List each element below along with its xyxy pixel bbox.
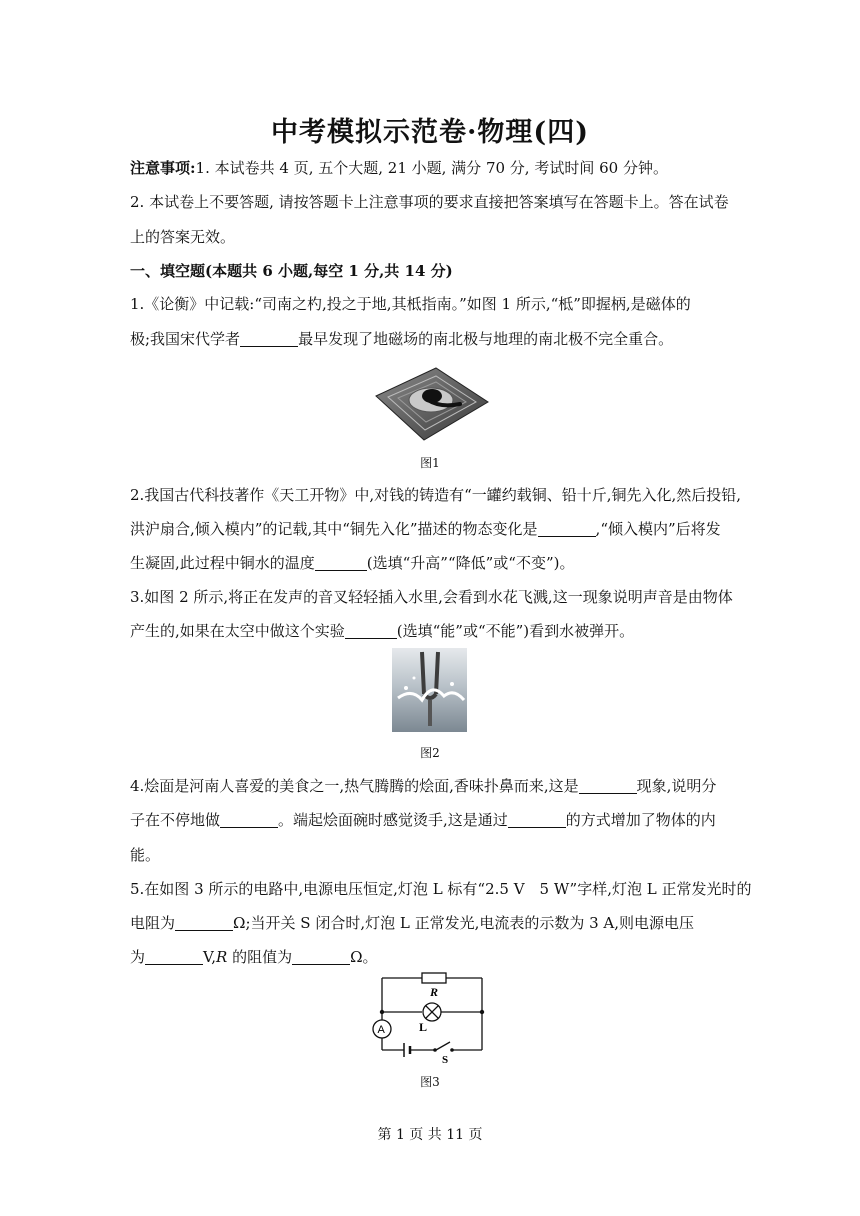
q5-line-1: 5.在如图 3 所示的电路中,电源电压恒定,灯泡 L 标有“2.5 V 5 W”字样,灯泡 L 正常发光时的 <box>130 880 752 898</box>
figure-3-circuit-diagram <box>366 968 492 1064</box>
q2-line-3: 生凝固,此过程中铜水的温度 (选填“升高”“降低”或“不变”)。 <box>130 554 575 572</box>
answer-blank <box>145 948 203 965</box>
notice-item-1: 1. 本试卷共 4 页, 五个大题, 21 小题, 满分 70 分, 考试时间 60 分钟。 <box>195 159 668 177</box>
notice-line-1 <box>130 157 730 178</box>
figure-2-caption: 图2 <box>420 746 440 760</box>
figure-3-caption: 图3 <box>420 1075 440 1089</box>
answer-blank <box>240 330 298 347</box>
resistor-label: R <box>430 985 439 999</box>
q2-line-1: 2.我国古代科技著作《天工开物》中,对钱的铸造有“一罐约载铜、铅十斤,铜先入化,然后投铅, <box>130 486 742 504</box>
q5-line-2: 电阻为 Ω;当开关 S 闭合时,灯泡 L 正常发光,电流表的示数为 3 A,则电源电压 <box>130 914 695 932</box>
answer-blank <box>292 948 350 965</box>
lamp-label: L <box>419 1020 428 1034</box>
answer-blank <box>175 914 233 931</box>
answer-blank <box>345 622 397 639</box>
switch-label: S <box>442 1054 449 1064</box>
q2-line-2: 洪沪扇合,倾入模内”的记载,其中“铜先入化”描述的物态变化是 ,“倾入模内”后将发 <box>130 520 721 538</box>
answer-blank <box>538 520 596 537</box>
figure-2-tuning-fork-image <box>392 648 467 732</box>
section-heading: 一、填空题(本题共 6 小题,每空 1 分,共 14 分) <box>130 262 453 280</box>
notice-label: 注意事项: <box>130 159 196 177</box>
q4-line-3: 能。 <box>130 846 161 864</box>
answer-blank <box>220 811 278 828</box>
q3-line-2: 产生的,如果在太空中做这个实验 (选填“能”或“不能”)看到水被弹开。 <box>130 622 635 640</box>
figure-1-caption: 图1 <box>420 456 440 470</box>
figure-1-compass-image <box>368 362 492 442</box>
q5-line-3: 为 V,R 的阻值为 Ω。 <box>130 948 378 966</box>
q1-line-1: 1.《论衡》中记载:“司南之杓,投之于地,其柢指南。”如图 1 所示,“柢”即握柄,是磁体的 <box>130 295 691 313</box>
answer-blank <box>579 777 637 794</box>
q1-line-2: 极;我国宋代学者 最早发现了地磁场的南北极与地理的南北极不完全重合。 <box>130 330 674 348</box>
q3-line-1: 3.如图 2 所示,将正在发声的音叉轻轻插入水里,会看到水花飞溅,这一现象说明声音是由物体 <box>130 588 733 606</box>
q4-line-2: 子在不停地做 。端起烩面碗时感觉烫手,这是通过 的方式增加了物体的内 <box>130 811 716 829</box>
ammeter-label: A <box>377 1024 385 1036</box>
page-title: 中考模拟示范卷·物理(四) <box>271 117 589 148</box>
notice-item-2-line-2: 上的答案无效。 <box>130 228 236 246</box>
answer-blank <box>315 554 367 571</box>
page-footer: 第 1 页 共 11 页 <box>377 1127 483 1143</box>
notice-item-2-line-1: 2. 本试卷上不要答题, 请按答题卡上注意事项的要求直接把答案填写在答题卡上。答在试卷 <box>130 193 729 211</box>
q4-line-1: 4.烩面是河南人喜爱的美食之一,热气腾腾的烩面,香味扑鼻而来,这是 现象,说明分 <box>130 777 717 795</box>
answer-blank <box>508 811 566 828</box>
